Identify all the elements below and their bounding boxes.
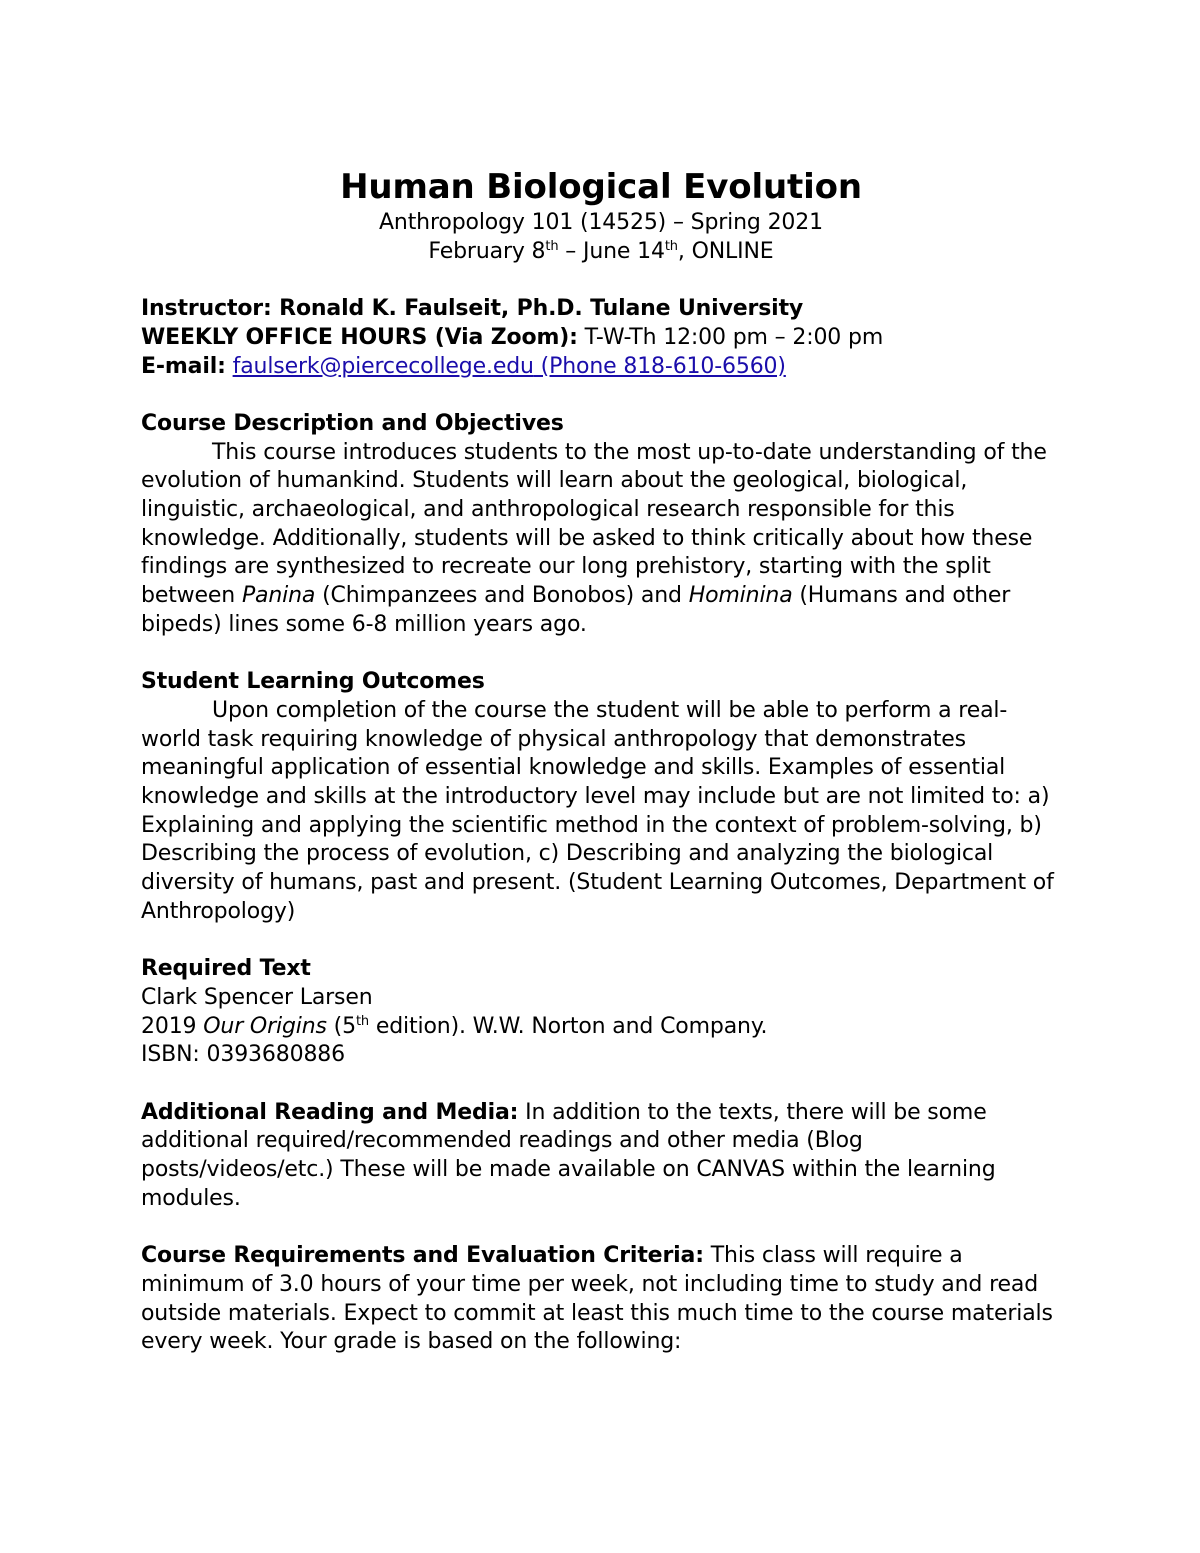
course-line: Anthropology 101 (14525) – Spring 2021 (379, 210, 823, 235)
office-hours-line (141, 324, 1061, 353)
course-requirements (141, 1242, 1061, 1357)
description-body (141, 439, 1061, 640)
dates-start-sup: th (545, 238, 559, 254)
email-line (141, 353, 1061, 382)
dates-start: February 8 (428, 238, 546, 264)
dates-end-sup: th (664, 238, 678, 254)
required-text-heading: Required Text (141, 956, 311, 982)
outcomes-heading: Student Learning Outcomes (141, 669, 485, 695)
office-hours-label: WEEKLY OFFICE HOURS (Via Zoom): (141, 324, 578, 350)
required-text-isbn: ISBN: 0393680886 (141, 1042, 345, 1068)
citation-edition-open: (5 (326, 1013, 356, 1039)
course-dates (141, 238, 1061, 267)
citation-edition-rest: edition). W.W. Norton and Company. (369, 1013, 768, 1039)
required-text-citation (141, 1013, 1061, 1042)
additional-reading-label: Additional Reading and Media: (141, 1099, 519, 1125)
term-panina: Panina (241, 583, 316, 609)
phone-number: (Phone 818-610-6560) (533, 353, 786, 379)
email-link[interactable] (233, 354, 786, 379)
required-text-author: Clark Spencer Larsen (141, 984, 373, 1010)
course-requirements-body: This class will require a minimum of 3.0 hours of your time per week, not including time to study and read outside materials. Expect to commit at least this much time to the course materials every week. Your grade is based on the following: (141, 1243, 1053, 1355)
dates-end: – June 14 (558, 238, 665, 264)
citation-year: 2019 (141, 1013, 204, 1039)
description-heading: Course Description and Objectives (141, 410, 564, 436)
description-part-2: (Chimpanzees and Bonobos) and (315, 583, 689, 609)
description-part-3: (Humans and other bipeds) lines some 6-8 million years ago. (141, 583, 1011, 637)
email-address: faulserk@piercecollege.edu (232, 353, 534, 379)
citation-edition-sup: th (355, 1013, 370, 1029)
citation-book-title: Our Origins (203, 1013, 327, 1039)
office-hours-value: T-W-Th 12:00 pm – 2:00 pm (577, 324, 884, 350)
course-requirements-label: Course Requirements and Evaluation Criteria: (141, 1243, 704, 1269)
term-hominina: Hominina (688, 583, 793, 609)
outcomes-body: Upon completion of the course the student will be able to perform a real-world task requiring knowledge of physical anthropology that demonstrates meaningful application of essential knowledge and skills. Examples of essential knowledge and skills at the introductory level may include but are not limited to: a) Explaining and applying the scientific method in the context of problem-solving, b) Describing the process of evolution, c) Describing and analyzing the biological diversity of humans, past and present. (Student Learning Outcomes, Department of Anthropology) (141, 697, 1054, 924)
description-part-1: This course introduces students to the most up-to-date understanding of the evolution of humankind. Students will learn about the geological, biological, linguistic, archaeological, and anthropological research responsible for this knowledge. Additionally, students will be asked to think critically about how these findings are synthesized to recreate our long prehistory, starting with the split between (141, 439, 1047, 609)
instructor-line: Instructor: Ronald K. Faulseit, Ph.D. Tulane University (141, 296, 804, 322)
additional-reading (141, 1099, 1061, 1214)
email-label: E-mail: (141, 353, 226, 379)
syllabus-page (141, 165, 1061, 1357)
dates-mode: , ONLINE (677, 238, 774, 264)
document-title: Human Biological Evolution (340, 167, 862, 207)
additional-reading-body: In addition to the texts, there will be some additional required/recommended readings and other media (Blog posts/videos/etc.) These will be made available on CANVAS within the learning modules. (141, 1099, 996, 1211)
